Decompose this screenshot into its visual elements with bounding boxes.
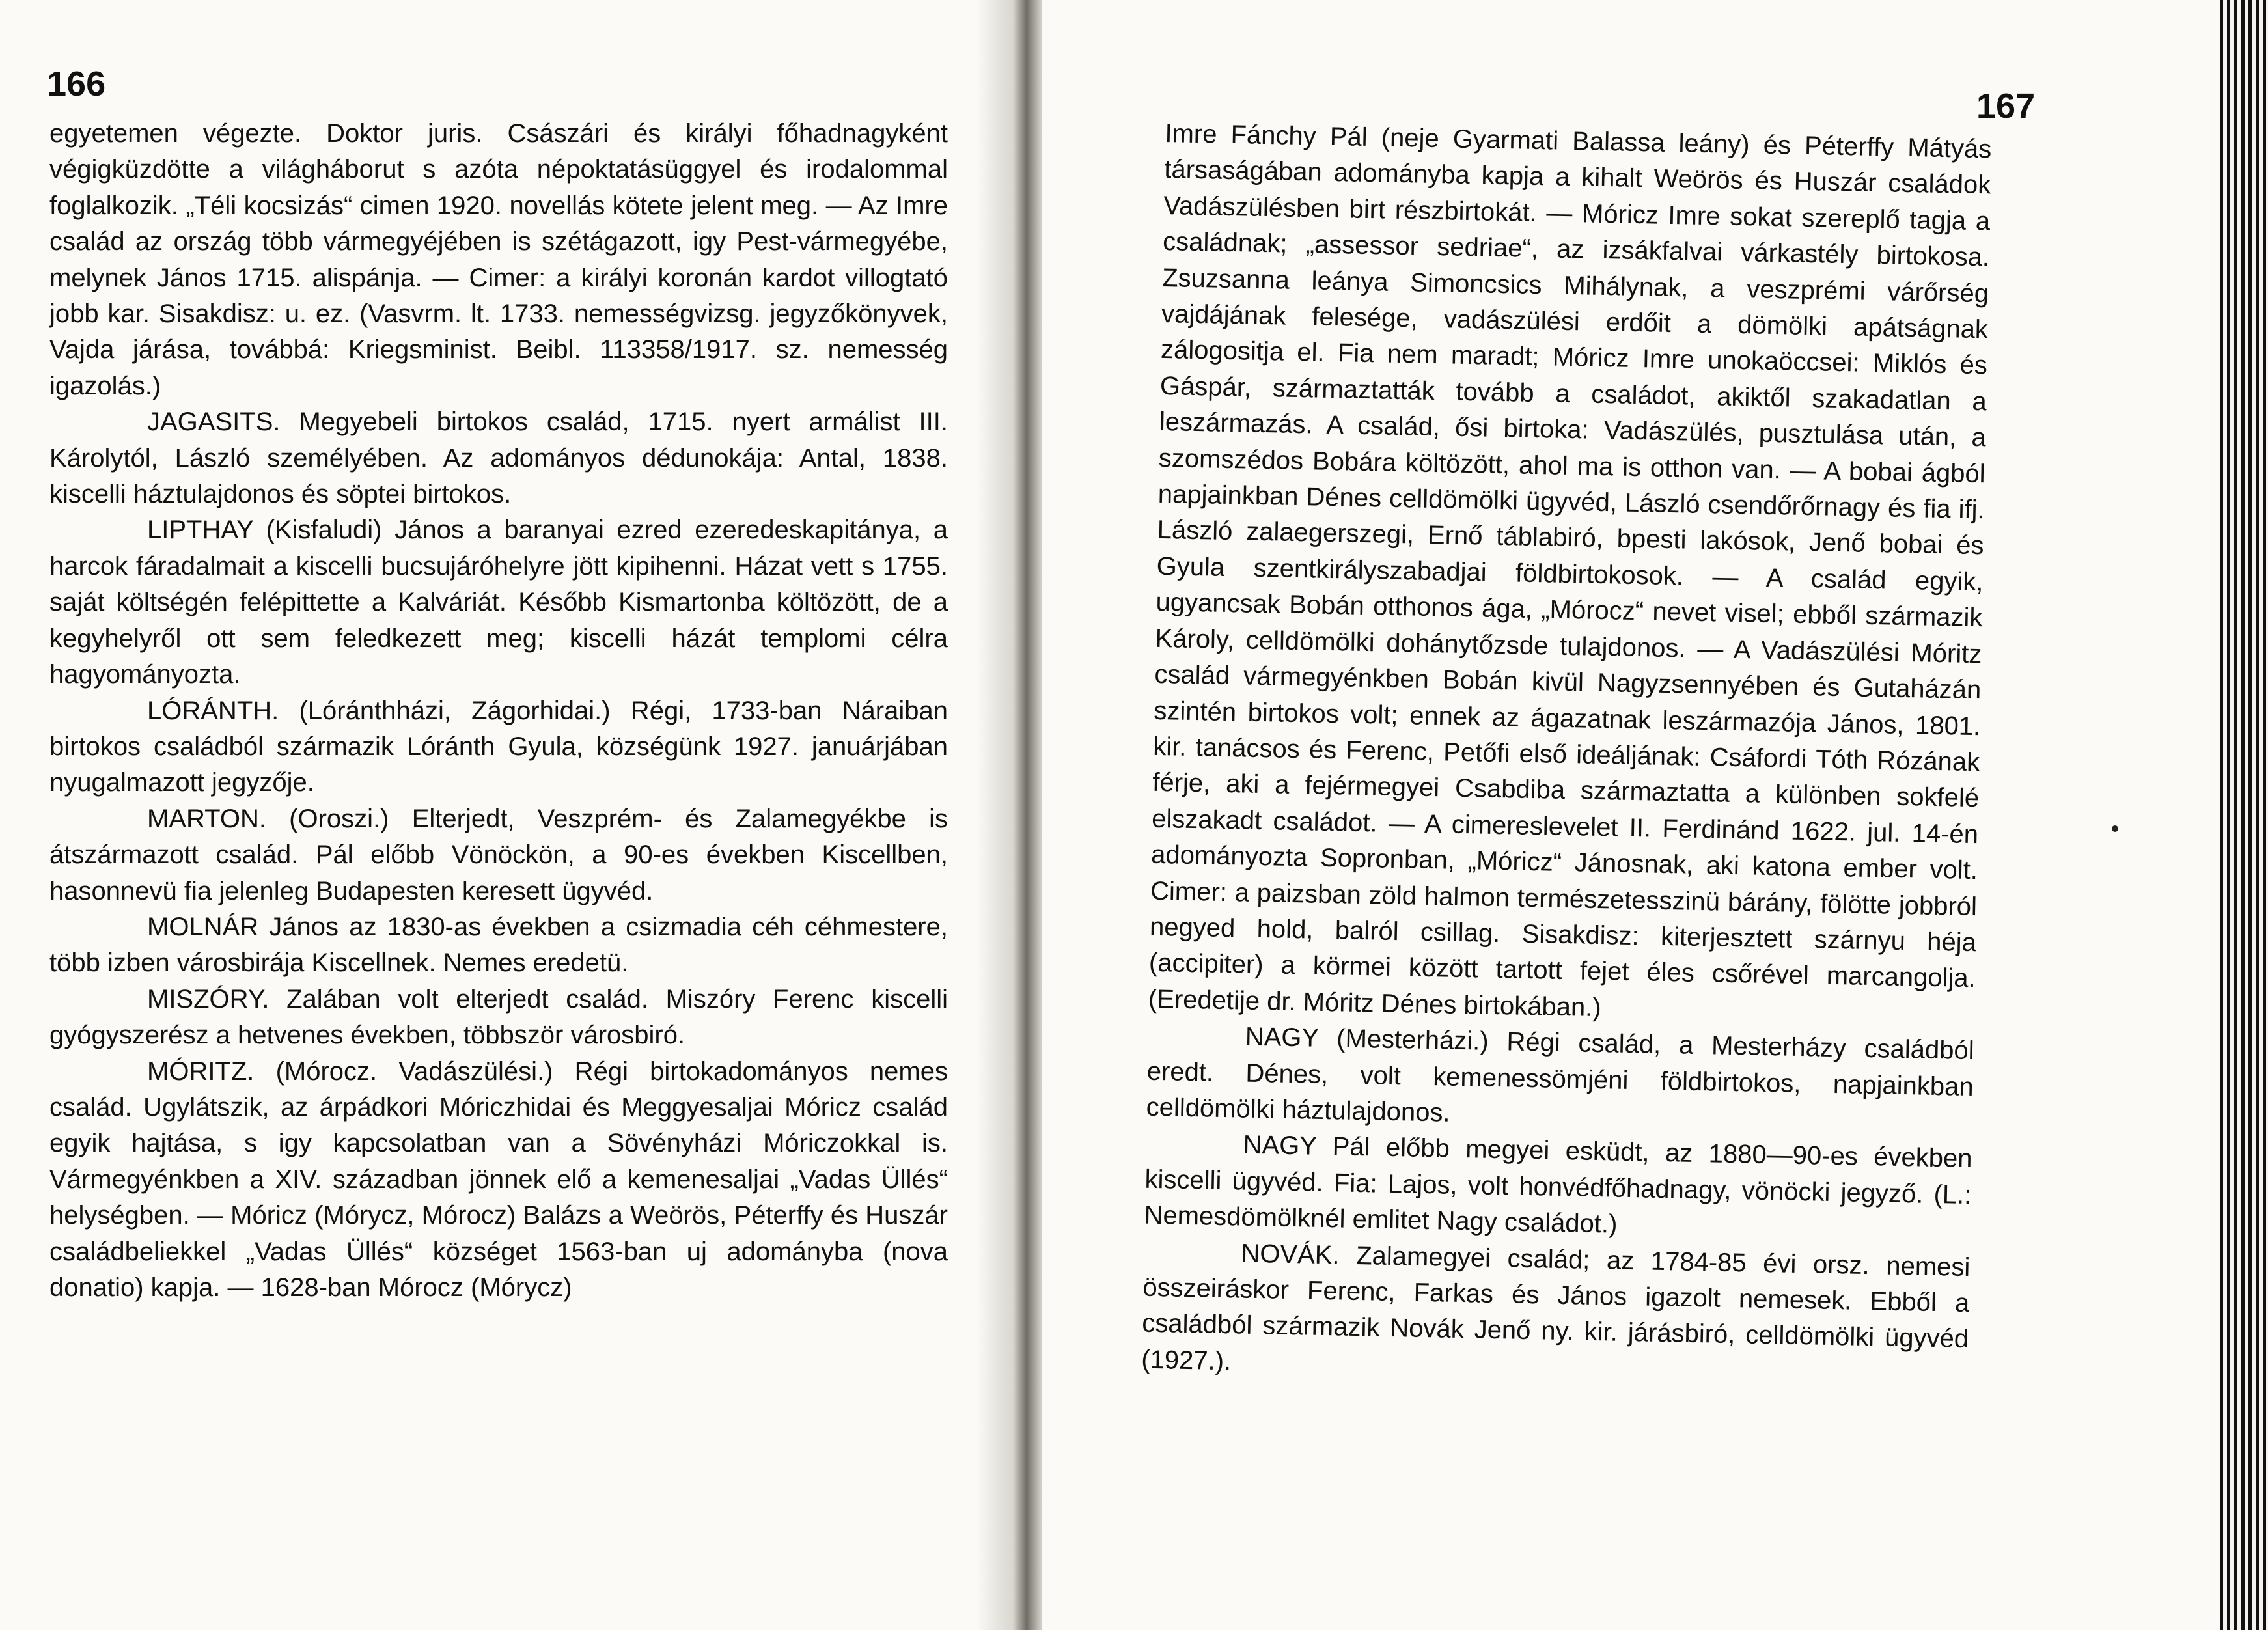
right-page-text [1141, 116, 1992, 1394]
paragraph-nagy-mesterhazi: NAGY (Mesterházi.) Régi család, a Mesterházy családból eredt. Dénes, volt kemenessömjéni földbirtokos, napjainkban celldömölki háztulajdonos. [1146, 1022, 1975, 1127]
paragraph-imre-cont: egyetemen végezte. Doktor juris. Császári és királyi főhadnagyként végigküzdötte a világháborut s azóta népoktatásüggyel és irodalommal foglalkozik. „Téli kocsizás“ cimen 1920. novellás kötete jelent meg. — Az Imre család az ország több vármegyéjében is szétágazott, igy Pest-vármegyébe, melynek János 1715. alispánja. — Cimer: a királyi koronán kardot villogtató jobb kar. Sisakdisz: u. ez. (Vasvrm. lt. 1733. nemességvizsg. jegyzőkönyvek, Vajda járása, továbbá: Kriegsminist. Beibl. 113358/1917. sz. nemesség igazolás.) [49, 119, 948, 400]
paragraph-moritz-cont: Imre Fánchy Pál (neje Gyarmati Balassa leány) és Péterffy Mátyás társaságában adományba kapja a kihalt Weörös és Huszár családok Vadászülésben birt részbirtokát. — Móricz Imre sokat szereplő tagja a családnak; „assessor sedriae“, az izsákfalvai várkastély birtokosa. Zsuzsanna leánya Simoncsics Mihálynak, a veszprémi várőrség vajdájának felesége, vadászülési erdőit a dömölki apátságnak zálogositja el. Fia nem maradt; Móricz Imre unokaöccsei: Miklós és Gáspár, származtatták tovább a családot, akiktől szakadatlan a leszármazás. A család, ősi birtoka: Vadászülés, pusztulása után, a szomszédos Bobára költözött, ahol ma is otthon van. — A bobai ágból napjainkban Dénes celldömölki ügyvéd, László csendőrőrnagy és fia ifj. László zalaegerszegi, Ernő táblabiró, bpesti lakósok, Jenő bobai és Gyula szentkirályszabadjai földbirtokosok. — A család egyik, ugyancsak Bobán otthonos ága, „Mórocz“ nevet visel; ebből származik Károly, celldömölki dohánytőzsde tulajdonos. — A Vadászülési Móritz család vármegyénkben Bobán kivül Nagyzsennyében és Gutaházán szintén birtokos volt; ennek az ágazatnak leszármazója János, 1801. kir. tanácsos és Ferenc, Petőfi első ideáljának: Csáfordi Tóth Rózának férje, aki a fejérmegyei Csabdiba származtatta a különben sokfelé elszakadt családot. — A cimereslevelet II. Ferdinánd 1622. jul. 14-én adományozta Sopronban, „Móricz“ Jánosnak, aki katona ember volt. Cimer: a paizsban zöld halmon természetesszinü bárány, fölötte jobbról negyed hold, balról csillag. Sisakdisz: kiterjesztett szárnyu héja (accipiter) a körmei között tartott fejet éles csőrével marcangolja. (Eredetije dr. Móritz Dénes birtokában.) [1148, 118, 1992, 1022]
paragraph-jagasits: JAGASITS. Megyebeli birtokos család, 1715. nyert armálist III. Károlytól, László személyében. Az adományos dédunokája: Antal, 1838. kiscelli háztulajdonos és söptei birtokos. [49, 408, 948, 509]
paragraph-moritz: MÓRITZ. (Mórocz. Vadászülési.) Régi birtokadományos nemes család. Ugylátszik, az árpádkori Móriczhidai és Meggyesaljai Móricz család egyik hajtása, s igy kapcsolatban van a Sövényházi Móriczokkal is. Vármegyénkben a XIV. században jönnek elő a kemenesaljai „Vadas Üllés“ helységben. — Móricz (Mórycz, Mórocz) Balázs a Weörös, Péterffy és Huszár családbeliekkel „Vadas Üllés“ községet 1563-ban uj adományba (nova donatio) kapja. — 1628-ban Mórocz (Mórycz) [49, 1057, 948, 1302]
left-page [0, 0, 1016, 1630]
paragraph-miszory: MISZÓRY. Zalában volt elterjedt család. Miszóry Ferenc kiscelli gyógyszerész a hetvenes években, többször városbiró. [49, 984, 948, 1050]
scan-speck [2112, 825, 2118, 832]
paragraph-nagy-pal: NAGY Pál előbb megyei esküdt, az 1880—90-es években kiscelli ügyvéd. Fia: Lajos, volt honvédfőhadnagy, vönöcki jegyző. (L.: Nemesdömölknél emlitet Nagy családot.) [1144, 1130, 1972, 1239]
paragraph-novak: NOVÁK. Zalamegyei család; az 1784-85 évi orsz. nemesi összeiráskor Ferenc, Farkas és János igazolt nemesek. Ebből a családból származik Novák Jenő ny. kir. járásbiró, celldömölki ügyvéd (1927.). [1141, 1239, 1971, 1376]
page-number-right: 167 [1976, 87, 2036, 126]
paragraph-loranth: LÓRÁNTH. (Lóránthházi, Zágorhidai.) Régi, 1733-ban Náraiban birtokos családból származik Lóránth Gyula, községünk 1927. januárjában nyugalmazott jegyzője. [49, 696, 948, 797]
page-edges [2220, 0, 2268, 1630]
paragraph-molnar: MOLNÁR János az 1830-as években a csizmadia céh céhmestere, több izben városbirája Kiscellnek. Nemes eredetü. [49, 912, 948, 978]
paragraph-marton: MARTON. (Oroszi.) Elterjedt, Veszprém- és Zalamegyékbe is átszármazott család. Pál előbb Vönöckön, a 90-es években Kiscellben, hasonnevü fia jelenleg Budapesten keresett ügyvéd. [49, 804, 948, 905]
page-number-left: 166 [47, 64, 106, 104]
paragraph-lipthay: LIPTHAY (Kisfaludi) János a baranyai ezred ezeredeskapitánya, a harcok fáradalmait a kiscelli bucsujáróhelyre jött kipihenni. Házat vett s 1755. saját költségén felépittette a Kalváriát. Később Kismartonba költözött, de a kegyhelyről ott sem feledkezett meg; kiscelli házát templomi célra hagyományozta. [49, 516, 948, 689]
left-page-text [49, 116, 948, 1306]
